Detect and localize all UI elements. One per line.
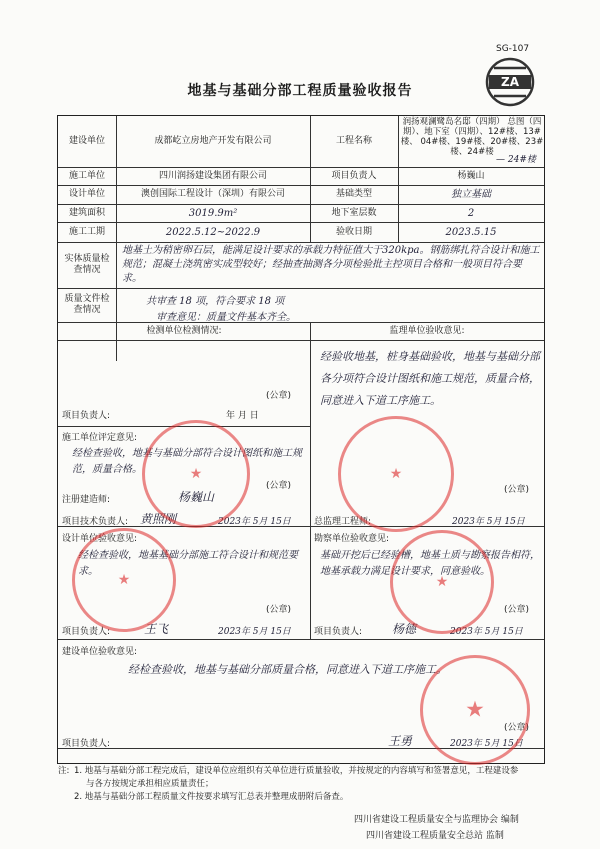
period-label: 施工工期	[68, 226, 105, 237]
supervision-date: 2023年 5月 15日	[452, 517, 525, 527]
notes-line1: 1. 地基与基础分部工程完成后，建设单位应组织有关单位进行质量验收，并按规定的内容填写和签署意见，工程建设参	[74, 766, 519, 776]
construction-tech-label: 项目技术负责人:	[62, 517, 129, 527]
construction-date: 2023年 5月 15日	[218, 517, 291, 527]
testing-date-label: 年 月 日	[226, 411, 259, 421]
survey-header: 勘察单位验收意见:	[314, 534, 390, 544]
owner-accept-header: 建设单位验收意见:	[62, 647, 138, 657]
accept-date-label: 验收日期	[335, 226, 372, 237]
notes-label: 注:	[58, 766, 70, 776]
survey-pm-label: 项目负责人:	[314, 627, 363, 637]
owner-stamp-icon: ★	[420, 655, 530, 765]
owner-label: 建设单位	[68, 136, 105, 146]
construction-engineer-sign: 杨巍山	[178, 490, 215, 504]
survey-date: 2023年 5月 15日	[450, 627, 523, 637]
survey-stamp-icon: ★	[390, 530, 494, 634]
notes-line3: 2. 地基与基础分部工程质量文件按要求填写汇总表并整理成册附后备查。	[74, 792, 349, 802]
notes-line2: 与各方按规定承担相应质量责任；	[86, 779, 214, 789]
docs-label: 质量文件检查情况	[64, 294, 110, 315]
period-value: 2022.5.12~2022.9	[165, 226, 261, 238]
footer-editor: 四川省建设工程质量安全与监理协会 编制	[354, 815, 519, 825]
form-code: SG-107	[496, 44, 530, 54]
owner-accept-seal-label: (公章)	[504, 723, 530, 733]
design-seal-label: (公章)	[266, 605, 292, 615]
construction-stamp-icon: ★	[142, 420, 250, 528]
design-pm-sign: 王飞	[144, 622, 169, 636]
owner-accept-date: 2023年 5月 15日	[450, 739, 523, 749]
survey-pm-sign: 杨德	[392, 622, 417, 636]
design-opinion: 经检查验收，地基基础分部施工符合设计和规范要求。	[78, 550, 298, 577]
designer-label: 设计单位	[68, 189, 105, 199]
entity-label: 实体质量检查情况	[64, 254, 110, 275]
design-date: 2023年 5月 15日	[218, 627, 291, 637]
testing-pm-label: 项目负责人:	[62, 411, 111, 421]
basement-value: 2	[467, 207, 475, 219]
docs-line2: 审查意见：质量文件基本齐全。	[156, 312, 296, 323]
supervision-stamp-icon: ★	[338, 416, 454, 532]
construction-engineer-label: 注册建造师:	[62, 495, 111, 505]
construction-header: 施工单位评定意见:	[62, 433, 138, 443]
basement-label: 地下室层数	[331, 207, 377, 218]
design-pm-label: 项目负责人:	[62, 627, 111, 637]
owner-accept-pm-sign: 王勇	[388, 734, 413, 748]
owner-accept-pm-label: 项目负责人:	[62, 739, 111, 749]
footer-supervisor: 四川省建设工程质量安全总站 监制	[366, 831, 504, 841]
area-label: 建筑面积	[68, 207, 105, 218]
construction-seal-label: (公章)	[266, 481, 292, 491]
svg-text:ZA: ZA	[501, 75, 519, 89]
pm-value: 杨巍山	[457, 170, 485, 181]
construction-opinion: 经检查验收，地基与基础分部符合设计图纸和施工规范，质量合格。	[72, 448, 302, 475]
project-name-label: 工程名称	[335, 136, 372, 146]
docs-line1: 共审查 18 项，符合要求 18 项	[146, 296, 285, 307]
survey-opinion: 基础开挖后已经验槽，地基土质与勘察报告相符，地基承载力满足设计要求，同意验收。	[320, 550, 540, 577]
survey-seal-label: (公章)	[504, 605, 530, 615]
entity-text: 地基土为稍密卵石层，能满足设计要求的承载力特征值大于320kpa。钢筋绑扎符合设计和施工规范；混凝土浇筑密实成型较好；经抽查抽测各分项检验批主控项目合格和一般项目符合要求。	[122, 245, 540, 284]
pm-label: 项目负责人	[331, 170, 377, 181]
contractor-value: 四川润扬建设集团有限公司	[158, 170, 267, 181]
supervision-seal-label: (公章)	[504, 485, 530, 495]
designer-value: 澳创国际工程设计（深圳）有限公司	[140, 189, 285, 199]
accept-date-value: 2023.5.15	[445, 226, 497, 238]
supervision-opinion: 经验收地基，桩身基础验收，地基与基础分部各分项符合设计图纸和施工规范，质量合格，同意进入下道工序施工。	[320, 350, 540, 407]
testing-header: 检测单位检测情况:	[146, 325, 222, 336]
construction-tech-sign: 黄照刚	[140, 512, 177, 526]
project-name-value: 润扬观澜鹭岛名邸（四期） 总图（四期）、地下室（四期）、12#楼、13#楼、 04#楼、19#楼、20#楼、23#楼、24#楼	[400, 117, 544, 157]
design-header: 设计单位验收意见:	[62, 534, 138, 544]
owner-value: 成都屹立房地产开发有限公司	[154, 136, 272, 146]
supervision-header: 监理单位验收意见:	[389, 325, 465, 336]
supervision-chief-label: 总监理工程师:	[314, 517, 372, 527]
design-stamp-icon: ★	[72, 528, 176, 632]
foundation-type-value: 独立基础	[451, 189, 491, 200]
contractor-label: 施工单位	[68, 170, 105, 181]
area-value: 3019.9m²	[188, 207, 238, 219]
foundation-type-label: 基础类型	[335, 189, 372, 199]
project-name-handwritten: — 24#楼	[496, 155, 536, 165]
testing-seal-label: (公章)	[266, 391, 292, 401]
page-title: 地基与基础分部工程质量验收报告	[187, 83, 413, 99]
owner-accept-opinion: 经检查验收，地基与基础分部质量合格，同意进入下道工序施工。	[128, 663, 447, 676]
